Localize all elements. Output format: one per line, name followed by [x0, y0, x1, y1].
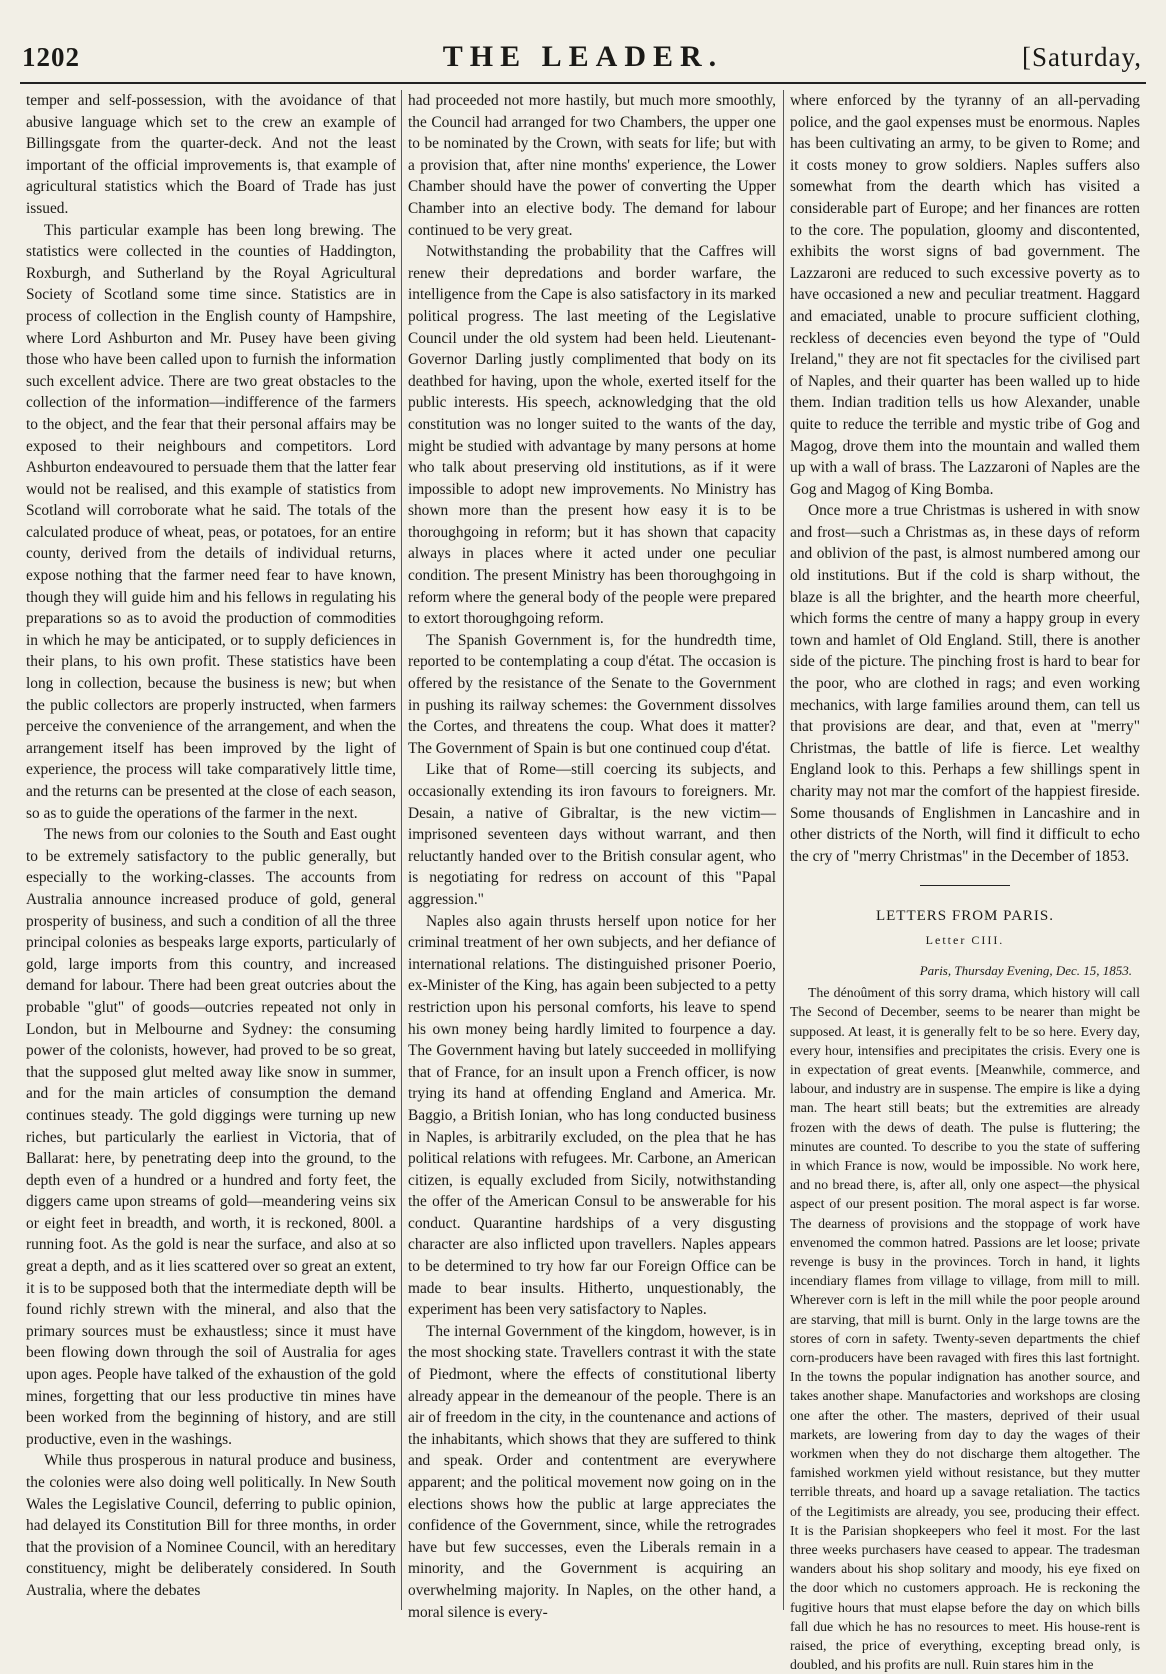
article-paragraph: had proceeded not more hastily, but much more smoothly, the Council had arranged for two Chambers, the upper one to be nominated by the Crown, with seats for life; but with a provision that, after nine months' experience, the Lower Chamber should have the power of converting the Upper Chamber into an elective body. The demand for labour continued to be very great.: [408, 92, 776, 239]
masthead: [0, 0, 1166, 84]
newspaper-title: THE LEADER.: [442, 40, 724, 73]
column-separator: [783, 90, 784, 1610]
article-paragraph: The news from our colonies to the South and East ought to be extremely satisfactory to the public generally, but especially to the working-classes. The accounts from Australia announce increased produce of gold, general prosperity of business, and such a condition of all the three principal colonies as bespeaks large exports, particularly of gold, large imports from this country, and increased demand for labour. There had been great outcries about the probable "glut" of goods—outcries repeated not only in London, but in Melbourne and Sydney: the consuming power of the colonists, however, had proved to be so great, that the supposed glut melted away like snow in summer, and for the main articles of consumption the demand continues steady. The gold diggings were turning up new riches, but particularly the earliest in Victoria, that of Ballarat: here, by penetrating deep into the ground, to the depth even of a hundred or a hundred and forty feet, the diggers came upon streams of gold—meandering veins six or eight feet in breadth, and worth, it is reckoned, 800l. a running foot. As the gold is near the surface, and also at so great a depth, and as it lies scattered over so great an extent, it is to be supposed both that the intermediate depth will be found richly strewn with the mineral, and also that the primary sources must be exhaustless; since it must have been flowing down through the soil of Australia for ages upon ages. People have talked of the exhaustion of the gold mines, forgetting that our less productive tin mines have been worked from the beginning of history, and are still productive, even in the washings.: [26, 826, 396, 1448]
section-divider: [920, 885, 1010, 886]
article-paragraph: This particular example has been long brewing. The statistics were collected in the counties of Haddington, Roxburgh, and Sutherland by the Royal Agricultural Society of Scotland some time since. Statistics are in process of collection in the English county of Hampshire, where Lord Ashburton and Mr. Pusey have been giving those who have been called upon to furnish the information such excellent advice. There are two great obstacles to the collection of the information—indifference of the farmers to the object, and the fear that their personal affairs may be exposed to their neighbours and competitors. Lord Ashburton endeavoured to persuade them that the latter fear would not be realised, and this example of statistics from Scotland will corroborate what he said. The totals of the calculated produce of wheat, peas, or potatoes, for an entire county, derived from the details of individual returns, expose nothing that the farmer need fear to have known, though they will guide him and his fellows in regulating his preparations so as to avoid the production of commodities in which he may be anticipated, or to supply deficiences in their plans, to his own profit. These statistics have been long in collection, because the business is new; but when the public collectors are properly instructed, when farmers perceive the convenience of the arrangement, and when the arrangement itself has been improved by the light of experience, the process will take comparatively little time, and the returns can be presented at the close of each season, so as to guide the operations of the farmer in the next.: [26, 221, 396, 822]
column-1: [26, 90, 396, 1620]
page-number: 1202: [22, 42, 80, 72]
letters-subheading: Letter CIII.: [925, 932, 1005, 947]
article-paragraph: The internal Government of the kingdom, however, is in the most shocking state. Travellers contrast it with the state of Piedmont, where the effects of constitutional liberty already appear in the demeanour of the people. There is an air of freedom in the city, in the countenance and actions of the inhabitants, which shows that they are suffered to think and speak. Order and contentment are everywhere apparent; and the political movement now going on in the elections shows how the public at large appreciates the confidence of the Government, since, while the retrogrades have but few successes, even the Liberals remain in a minority, and the Government is acquiring an overwhelming majority. In Naples, on the other hand, a moral silence is every-: [408, 1322, 776, 1621]
letter-dateline: Paris, Thursday Evening, Dec. 15, 1853.: [919, 962, 1132, 978]
header-rule: [20, 82, 1146, 84]
column-separator: [401, 90, 402, 1610]
article-paragraph: temper and self-possession, with the avoidance of that abusive language which set to the crew an example of Billingsgate from the quarter-deck. And not the least important of the official improvements is, that example of agricultural statistics which the Board of Trade has just issued.: [26, 92, 396, 217]
article-paragraph: where enforced by the tyranny of an all-pervading police, and the gaol expenses must be enormous. Naples has been cultivating an army, to be given to Rome; and it costs money to grow soldiers. Naples suffers also somewhat from the dearth which has visited a considerable part of Europe; and her finances are rotten to the core. The population, gloomy and discontented, exhibits the worst signs of bad government. The Lazzaroni are reduced to such excessive poverty as to have occasioned a new and peculiar treatment. Haggard and emaciated, unable to procure sufficient clothing, reckless of decencies even beyond the type of "Ould Ireland," they are not fit spectacles for the civilised part of Naples, and their quarter has been walled up to hide them. Indian tradition tells us how Alexander, unable quite to reduce the terrible and mystic tribe of Gog and Magog, drove them into the mountain and walled them up with a wall of brass. The Lazzaroni of Naples are the Gog and Magog of King Bomba.: [790, 92, 1140, 498]
article-paragraph: Naples also again thrusts herself upon notice for her criminal treatment of her own subjects, and her defiance of international relations. The distinguished prisoner Poerio, ex-Minister of the King, has again been subjected to a petty restriction upon his personal comforts, his leave to spend his own money being hardly limited to fourpence a day. The Government having but lately succeeded in mollifying that of France, for an insult upon a French officer, is now trying its hand at offending England and America. Mr. Baggio, a British Ionian, who has long conducted business in Naples, is arbitrarily excluded, on the plea that he has political relations with refugees. Mr. Carbone, an American citizen, is equally excluded from Sicily, notwithstanding the offer of the American Consul to be answerable for his conduct. Quarantine hardships of a very disgusting character are also inflicted upon travellers. Naples appears to be determined to try how far our Foreign Office can be made to bear insults. Hitherto, unquestionably, the experiment has been very satisfactory to Naples.: [408, 912, 776, 1319]
article-paragraph: Once more a true Christmas is ushered in with snow and frost—such a Christmas as, in these days of reform and oblivion of the past, is almost numbered among our old institutions. But if the cold is sharp without, the blaze is all the brighter, and the hearth more cheerful, which forms the centre of many a happy group in every town and hamlet of Old England. Still, there is another side of the picture. The pinching frost is hard to bear for the poor, who are clothed in rags; and even working mechanics, with large families around them, can tell us that provisions are dear, and that, even at "merry" Christmas, the battle of life is fierce. Let wealthy England look to this. Perhaps a few shillings spent in charity may not mar the comfort of the happiest fireside. Some thousands of Englishmen in Lancashire and in other districts of the North, will find it difficult to echo the cry of "merry Christmas" in the December of 1853.: [790, 502, 1140, 865]
letters-heading: LETTERS FROM PARIS.: [875, 908, 1055, 925]
article-paragraph: Notwithstanding the probability that the Caffres will renew their depredations and border warfare, the intelligence from the Cape is also satisfactory in its marked political progress. The last meeting of the Legislative Council under the old system had been held. Lieutenant-Governor Darling justly complimented that body on its deathbed for having, upon the whole, exerted itself for the public interests. His speech, acknowledging that the old constitution was no longer suited to the wants of the day, might be studied with advantage by many persons at home who talk about preserving old institutions, as if it were impossible to adopt new improvements. No Ministry has shown more than the present how easy it is to be thoroughgoing in reform; but it has shown that capacity always in places where it acted under one peculiar condition. The present Ministry has been thoroughgoing in reform where the general body of the people were prepared to extort thoroughgoing reform.: [408, 243, 776, 628]
column-3: [790, 90, 1140, 1673]
issue-day: [Saturday,: [1022, 42, 1142, 72]
column-2: [408, 90, 776, 1620]
article-paragraph: The Spanish Government is, for the hundredth time, reported to be contemplating a coup d'état. The occasion is offered by the resistance of the Senate to the Government in pushing its railway schemes: the Government dissolves the Cortes, and threatens the coup. What does it matter? The Government of Spain is but one continued coup d'état.: [408, 631, 776, 757]
article-paragraph: While thus prosperous in natural produce and business, the colonies were also doing well politically. In New South Wales the Legislative Council, deferring to public opinion, had delayed its Constitution Bill for three months, in order that the provision of a Nominee Council, with an hereditary constituency, might be deliberately considered. In South Australia, where the debates: [26, 1452, 396, 1599]
article-paragraph: Like that of Rome—still coercing its subjects, and occasionally extending its iron favours to foreigners. Mr. Desain, a native of Gibraltar, is the new victim—imprisoned seventeen days without warrant, and then reluctantly handed over to the British consular agent, who is negotiating for redress on account of this "Papal aggression.": [408, 761, 776, 908]
letter-paragraph: The dénoûment of this sorry drama, which history will call The Second of December, seems to be nearer than might be supposed. At least, it is generally felt to be so here. Every day, every hour, intensifies and precipitates the crisis. Every one is in expectation of great events. [Meanwhile, commerce, and labour, and industry are in suspense. The empire is like a dying man. The heart still beats; but the extremities are already frozen with the dews of death. The pulse is fluttering; the minutes are counted. To describe to you the state of suffering in which France is now, would be impossible. No work here, and no bread there, is, after all, only one aspect—the physical aspect of our present position. The moral aspect is far worse. The dearness of provisions and the stoppage of work have envenomed the common hatred. Passions are let loose; private revenge is busy in the provinces. Torch in hand, it lights incendiary flames from village to village, from mill to mill. Wherever corn is left in the mill while the poor people around are starving, that mill is burnt. Only in the large towns are the stores of corn in safety. Twenty-seven departments the chief corn-producers have been ravaged with fires this last fortnight. In the towns the popular indignation has another source, and takes another shape. Manufactories and workshops are closing one after the other. The masters, deprived of their usual markets, are lowering from day to day the wages of their workmen when they do not discharge them altogether. The famished workmen yield without resistance, but they mutter terrible threats, and hoard up a savage retaliation. The tactics of the Legitimists are already, you see, producing their effect. It is the Parisian shopkeepers who feel it most. For the last three weeks purchasers have ceased to appear. The tradesman wanders about his shop solitary and moody, his eye fixed on the door which no customers approach. He is reckoning the fugitive hours that must elapse before the day on which bills fall due which he has no resources to meet. His house-rent is raised, the price of everything, excepting bread only, is doubled, and his profits are null. Ruin stares him in the: [790, 985, 1140, 1673]
